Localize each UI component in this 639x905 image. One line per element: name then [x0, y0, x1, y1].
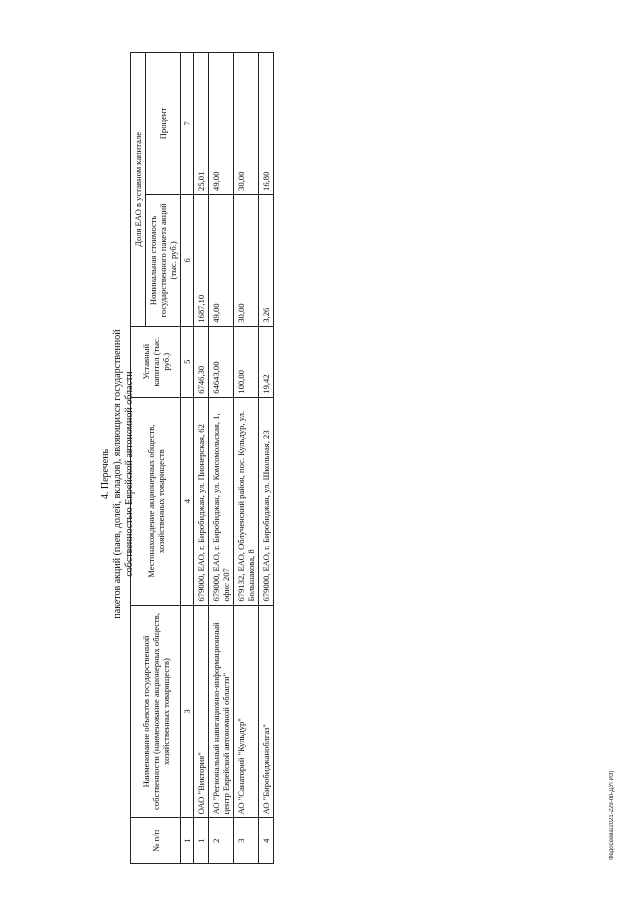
table-row	[194, 53, 209, 864]
colnum-3: 3	[181, 605, 194, 818]
header-capital: Уставный капитал (тыс. руб.)	[131, 326, 181, 397]
table-row	[259, 53, 274, 864]
row-num: 4	[259, 818, 274, 864]
row-percent: 25,01	[194, 53, 209, 195]
row-capital: 19,42	[259, 326, 274, 397]
header-percent: Процент	[146, 53, 181, 195]
row-capital: 6746,30	[194, 326, 209, 397]
table-row	[234, 53, 259, 864]
row-num: 3	[234, 818, 259, 864]
row-name: ОАО "Виктория"	[194, 605, 209, 818]
header-share-group: Доля ЕАО в уставном капитале	[131, 53, 146, 327]
row-capital: 64643,00	[209, 326, 234, 397]
row-location: 679000, ЕАО, г. Биробиджан, ул. Школьная, 23	[259, 397, 274, 605]
row-nominal: 30,00	[234, 194, 259, 326]
row-num: 1	[194, 818, 209, 864]
row-nominal: 1687,10	[194, 194, 209, 326]
header-num: № п/п	[131, 818, 181, 864]
row-nominal: 3,26	[259, 194, 274, 326]
row-percent: 30,00	[234, 53, 259, 195]
row-location: 679000, ЕАО, г. Биробиджан, ул. Комсомольская, 1, офис 207	[209, 397, 234, 605]
title-line-3: собственностью Еврейской автономной области	[124, 371, 135, 577]
rotated-page	[100, 64, 620, 884]
header-name: Наименование объектов государственной собственности (наименование акционерных обществ, хозяйственных товариществ)	[131, 605, 181, 818]
colnum-1: 1	[181, 818, 194, 864]
header-row	[131, 53, 146, 864]
header-nominal: Номинальная стоимость государственного пакета акций (тыс. руб.)	[146, 194, 181, 326]
row-location: 679000, ЕАО, г. Биробиджан, ул. Пионерская, 62	[194, 397, 209, 605]
colnum-5: 5	[181, 326, 194, 397]
document-code: Федосеева/2021-229-пп-ДУГИЗ)	[609, 770, 615, 860]
row-num: 2	[209, 818, 234, 864]
header-location: Местонахождение акционерных обществ, хозяйственных товариществ	[131, 397, 181, 605]
table-row	[209, 53, 234, 864]
row-location: 679132, ЕАО, Облученский район, пос. Кульдур, ул. Большакова, 8	[234, 397, 259, 605]
row-capital: 100,00	[234, 326, 259, 397]
row-name: АО "Региональный навигационно-информационный центр Еврейской автономной области"	[209, 605, 234, 818]
row-percent: 16,80	[259, 53, 274, 195]
colnum-7: 7	[181, 53, 194, 195]
row-name: АО "Биробиджаноблгаз"	[259, 605, 274, 818]
colnum-6: 6	[181, 194, 194, 326]
row-name: АО "Санаторий "Кульдур"	[234, 605, 259, 818]
title-line-1: 4. Перечень	[100, 448, 111, 500]
title-line-2: пакетов акций (паев, долей, вкладов), являющихся государственной	[112, 329, 123, 619]
shares-table	[130, 52, 274, 864]
row-nominal: 49,00	[209, 194, 234, 326]
column-number-row	[181, 53, 194, 864]
row-percent: 49,00	[209, 53, 234, 195]
colnum-4: 4	[181, 397, 194, 605]
